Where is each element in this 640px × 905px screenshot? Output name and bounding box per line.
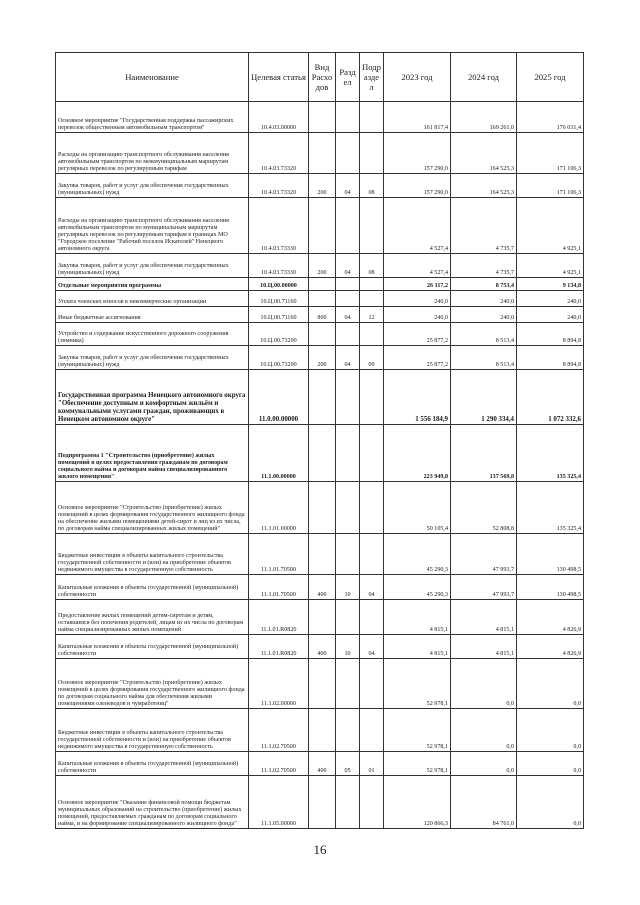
cell-2023: 4 815,1 [384, 635, 451, 659]
cell-rz [336, 133, 360, 174]
cell-name: Расходы на организацию транспортного обслуживания населения автомобильным транспортом по муниципальным маршрутам регулярных перевозок по регулируемым тарифам в границах МО "Городское поселение "Рабочий поселок Искателей" Ненецкого автономного округа [56, 198, 249, 254]
cell-name: Расходы на организацию транспортного обслуживания населения автомобильным транспортом по межмуниципальным маршрутам регулярных перевозок по регулируемым тарифам [56, 133, 249, 174]
cell-rz: 05 [336, 752, 360, 776]
cell-rz [336, 102, 360, 133]
cell-2024: 0,0 [451, 659, 517, 709]
cell-name: Капитальные вложения в объекты государственной (муниципальной) собственности [56, 635, 249, 659]
cell-code: 10.Ц.00.71160 [249, 291, 309, 307]
cell-2025: 171 106,3 [517, 133, 584, 174]
cell-2025: 130 498,5 [517, 575, 584, 600]
cell-pr [360, 776, 384, 829]
cell-pr [360, 370, 384, 425]
cell-code: 10.4.03.73320 [249, 174, 309, 198]
header-target: Целевая статья [249, 53, 309, 102]
cell-pr [360, 102, 384, 133]
cell-code: 10.4.03.73330 [249, 254, 309, 278]
cell-2024: 1 290 334,4 [451, 370, 517, 425]
cell-2025: 4 925,1 [517, 198, 584, 254]
table-row [56, 370, 584, 425]
cell-rz [336, 291, 360, 307]
cell-2025: 8 894,8 [517, 346, 584, 370]
header-vr: Вид Расхо дов [309, 53, 336, 102]
cell-rz [336, 323, 360, 346]
cell-2025: 135 325,4 [517, 482, 584, 534]
cell-pr: 08 [360, 174, 384, 198]
cell-pr: 04 [360, 575, 384, 600]
cell-vr [309, 659, 336, 709]
cell-2023: 240,0 [384, 291, 451, 307]
header-2025: 2025 год [517, 53, 584, 102]
cell-2024: 47 993,7 [451, 575, 517, 600]
cell-code: 11.1.01.00000 [249, 482, 309, 534]
cell-2024: 0,0 [451, 752, 517, 776]
cell-pr [360, 291, 384, 307]
cell-code: 11.1.01.R0820 [249, 600, 309, 635]
cell-rz: 04 [336, 346, 360, 370]
cell-2023: 4 815,1 [384, 600, 451, 635]
cell-code: 11.0.00.00000 [249, 370, 309, 425]
table-row [56, 534, 584, 575]
cell-2023: 25 877,2 [384, 346, 451, 370]
cell-2023: 45 290,3 [384, 575, 451, 600]
cell-name: Капитальные вложения в объекты государственной (муниципальной) собственности [56, 752, 249, 776]
cell-rz: 10 [336, 575, 360, 600]
header-row [56, 53, 584, 102]
cell-2023: 4 527,4 [384, 198, 451, 254]
cell-pr [360, 133, 384, 174]
cell-2023: 157 290,0 [384, 133, 451, 174]
cell-pr [360, 323, 384, 346]
header-2023: 2023 год [384, 53, 451, 102]
cell-name: Подпрограмма 1 "Строительство (приобретение) жилых помещений в целях предоставления гражданам по договорам социального найма и договорам найма специализированного жилого помещения" [56, 425, 249, 482]
cell-rz [336, 425, 360, 482]
cell-2025: 4 925,1 [517, 254, 584, 278]
cell-pr [360, 198, 384, 254]
cell-vr: 200 [309, 174, 336, 198]
cell-2023: 240,0 [384, 307, 451, 323]
cell-2024: 169 261,0 [451, 102, 517, 133]
cell-vr [309, 534, 336, 575]
cell-2023: 1 556 184,9 [384, 370, 451, 425]
cell-vr: 800 [309, 307, 336, 323]
cell-2024: 137 569,8 [451, 425, 517, 482]
table-row [56, 174, 584, 198]
table-row [56, 776, 584, 829]
cell-2024: 8 513,4 [451, 323, 517, 346]
table-row [56, 482, 584, 534]
cell-name: Отдельные мероприятия программы [56, 278, 249, 291]
cell-name: Основное мероприятие "Строительство (приобретение) жилых помещений в целях формирования государственного жилищного фонда по договорам социального найма для обеспечения жилыми помещениями оленеводов и чумработниц" [56, 659, 249, 709]
cell-name: Закупка товаров, работ и услуг для обеспечения государственных (муниципальных) нужд [56, 346, 249, 370]
cell-code: 10.Ц.00.73290 [249, 323, 309, 346]
cell-rz [336, 534, 360, 575]
table-row [56, 198, 584, 254]
cell-pr [360, 482, 384, 534]
cell-vr [309, 198, 336, 254]
cell-2023: 52 978,1 [384, 709, 451, 752]
cell-name: Бюджетные инвестиции в объекты капитального строительства государственной собственности и (или) на приобретение объектов недвижимого имущества в государственную собственность [56, 709, 249, 752]
cell-2024: 4 735,7 [451, 254, 517, 278]
page-number: 16 [313, 842, 327, 857]
cell-code: 10.Ц.00.71160 [249, 307, 309, 323]
cell-2024: 4 815,1 [451, 635, 517, 659]
cell-2025: 0,0 [517, 752, 584, 776]
cell-2025: 0,0 [517, 659, 584, 709]
cell-vr [309, 600, 336, 635]
cell-vr: 400 [309, 635, 336, 659]
cell-pr: 04 [360, 635, 384, 659]
cell-code: 10.Ц.00.73290 [249, 346, 309, 370]
cell-vr [309, 776, 336, 829]
cell-pr [360, 278, 384, 291]
cell-rz: 04 [336, 254, 360, 278]
cell-2024: 164 525,3 [451, 174, 517, 198]
cell-2023: 223 949,8 [384, 425, 451, 482]
table-row [56, 291, 584, 307]
cell-rz [336, 709, 360, 752]
cell-code: 11.1.02.70500 [249, 709, 309, 752]
cell-name: Уплата членских взносов в некоммерческие организации [56, 291, 249, 307]
cell-code: 11.1.01.70500 [249, 575, 309, 600]
cell-2025: 171 106,3 [517, 174, 584, 198]
cell-vr [309, 102, 336, 133]
cell-name: Закупка товаров, работ и услуг для обеспечения государственных (муниципальных) нужд [56, 254, 249, 278]
cell-2024: 8 513,4 [451, 346, 517, 370]
cell-rz [336, 659, 360, 709]
header-name: Наименование [56, 53, 249, 102]
cell-name: Предоставление жилых помещений детям-сиротам и детям, оставшимся без попечения родителей, лицам из их числа по договорам найма специализированных жилых помещений [56, 600, 249, 635]
cell-2024: 47 993,7 [451, 534, 517, 575]
cell-code: 11.1.01.R0820 [249, 635, 309, 659]
table-row [56, 346, 584, 370]
cell-pr [360, 425, 384, 482]
cell-vr [309, 370, 336, 425]
cell-2023: 45 290,3 [384, 534, 451, 575]
cell-2024: 240,0 [451, 291, 517, 307]
table-row [56, 600, 584, 635]
cell-code: 10.4.03.73330 [249, 198, 309, 254]
cell-vr: 400 [309, 575, 336, 600]
cell-vr [309, 133, 336, 174]
cell-rz [336, 278, 360, 291]
cell-rz [336, 198, 360, 254]
cell-code: 11.1.05.00000 [249, 776, 309, 829]
cell-2025: 176 031,4 [517, 102, 584, 133]
cell-2023: 157 290,0 [384, 174, 451, 198]
cell-vr [309, 425, 336, 482]
cell-rz: 04 [336, 174, 360, 198]
cell-2024: 164 525,3 [451, 133, 517, 174]
cell-2023: 26 117,2 [384, 278, 451, 291]
cell-vr: 400 [309, 752, 336, 776]
cell-2023: 50 105,4 [384, 482, 451, 534]
cell-2023: 25 877,2 [384, 323, 451, 346]
cell-pr [360, 709, 384, 752]
cell-rz [336, 370, 360, 425]
cell-code: 10.4.03.73320 [249, 133, 309, 174]
cell-rz [336, 600, 360, 635]
cell-2024: 8 753,4 [451, 278, 517, 291]
cell-pr: 01 [360, 752, 384, 776]
cell-2025: 0,0 [517, 776, 584, 829]
cell-2023: 161 817,4 [384, 102, 451, 133]
table-row [56, 254, 584, 278]
cell-code: 11.1.00.00000 [249, 425, 309, 482]
table-row [56, 575, 584, 600]
cell-2023: 52 978,1 [384, 659, 451, 709]
cell-pr: 12 [360, 307, 384, 323]
cell-2025: 8 894,8 [517, 323, 584, 346]
cell-name: Устройство и содержание искусственного дорожного сооружения (зимника) [56, 323, 249, 346]
cell-vr: 200 [309, 254, 336, 278]
cell-name: Закупка товаров, работ и услуг для обеспечения государственных (муниципальных) нужд [56, 174, 249, 198]
cell-pr [360, 600, 384, 635]
table-row [56, 133, 584, 174]
cell-rz [336, 776, 360, 829]
budget-table [55, 52, 584, 829]
cell-2025: 1 072 332,6 [517, 370, 584, 425]
cell-2024: 4 815,1 [451, 600, 517, 635]
table-row [56, 323, 584, 346]
cell-vr [309, 709, 336, 752]
table-row [56, 102, 584, 133]
table-row [56, 659, 584, 709]
cell-name: Основное мероприятие "Строительство (приобретение) жилых помещений в целях формирования государственного жилищного фонда на обеспечение жилыми помещениями детей-сирот и лиц из их числа, по договорам найма специализированных жилых помещений" [56, 482, 249, 534]
cell-vr: 200 [309, 346, 336, 370]
cell-2025: 240,0 [517, 291, 584, 307]
cell-name: Капитальные вложения в объекты государственной (муниципальной) собственности [56, 575, 249, 600]
cell-2025: 240,0 [517, 307, 584, 323]
cell-vr [309, 323, 336, 346]
table-row [56, 307, 584, 323]
cell-code: 11.1.01.70500 [249, 534, 309, 575]
cell-2023: 52 978,1 [384, 752, 451, 776]
cell-rz: 04 [336, 307, 360, 323]
cell-vr [309, 291, 336, 307]
cell-rz [336, 482, 360, 534]
header-2024: 2024 год [451, 53, 517, 102]
header-rz: Разд ел [336, 53, 360, 102]
cell-pr: 08 [360, 254, 384, 278]
cell-2025: 4 826,9 [517, 600, 584, 635]
cell-name: Государственная программа Ненецкого автономного округа "Обеспечение доступным и комфортным жильём и коммунальными услугами граждан, проживающих в Ненецком автономном округе" [56, 370, 249, 425]
cell-pr [360, 659, 384, 709]
cell-pr: 09 [360, 346, 384, 370]
header-pr: Подр азде л [360, 53, 384, 102]
cell-name: Бюджетные инвестиции в объекты капитального строительства государственной собственности и (или) на приобретение объектов недвижимого имущества в государственную собственность [56, 534, 249, 575]
cell-code: 10.4.03.00000 [249, 102, 309, 133]
cell-2025: 0,0 [517, 709, 584, 752]
cell-2023: 120 866,3 [384, 776, 451, 829]
cell-code: 11.1.02.70500 [249, 752, 309, 776]
cell-pr [360, 534, 384, 575]
cell-2025: 9 134,8 [517, 278, 584, 291]
table-row [56, 278, 584, 291]
cell-2025: 4 826,9 [517, 635, 584, 659]
cell-name: Основное мероприятие "Государственная поддержка пассажирских перевозок общественным автомобильным транспортом" [56, 102, 249, 133]
cell-code: 10.Ц.00.00000 [249, 278, 309, 291]
cell-2025: 135 325,4 [517, 425, 584, 482]
cell-vr [309, 278, 336, 291]
cell-code: 11.1.02.00000 [249, 659, 309, 709]
cell-2024: 4 735,7 [451, 198, 517, 254]
cell-2023: 4 527,4 [384, 254, 451, 278]
cell-vr [309, 482, 336, 534]
cell-2025: 130 498,5 [517, 534, 584, 575]
cell-2024: 52 808,8 [451, 482, 517, 534]
cell-rz: 10 [336, 635, 360, 659]
cell-name: Иные бюджетные ассигнования [56, 307, 249, 323]
table-row [56, 752, 584, 776]
cell-name: Основное мероприятие "Оказание финансовой помощи бюджетам муниципальных образований на строительство (приобретение) жилых помещений, предоставляемых гражданам по договорам социального найма, и на формирование специализированного жилищного фонда" [56, 776, 249, 829]
table-row [56, 709, 584, 752]
table-row [56, 635, 584, 659]
cell-2024: 240,0 [451, 307, 517, 323]
table-row [56, 425, 584, 482]
cell-2024: 84 761,0 [451, 776, 517, 829]
cell-2024: 0,0 [451, 709, 517, 752]
